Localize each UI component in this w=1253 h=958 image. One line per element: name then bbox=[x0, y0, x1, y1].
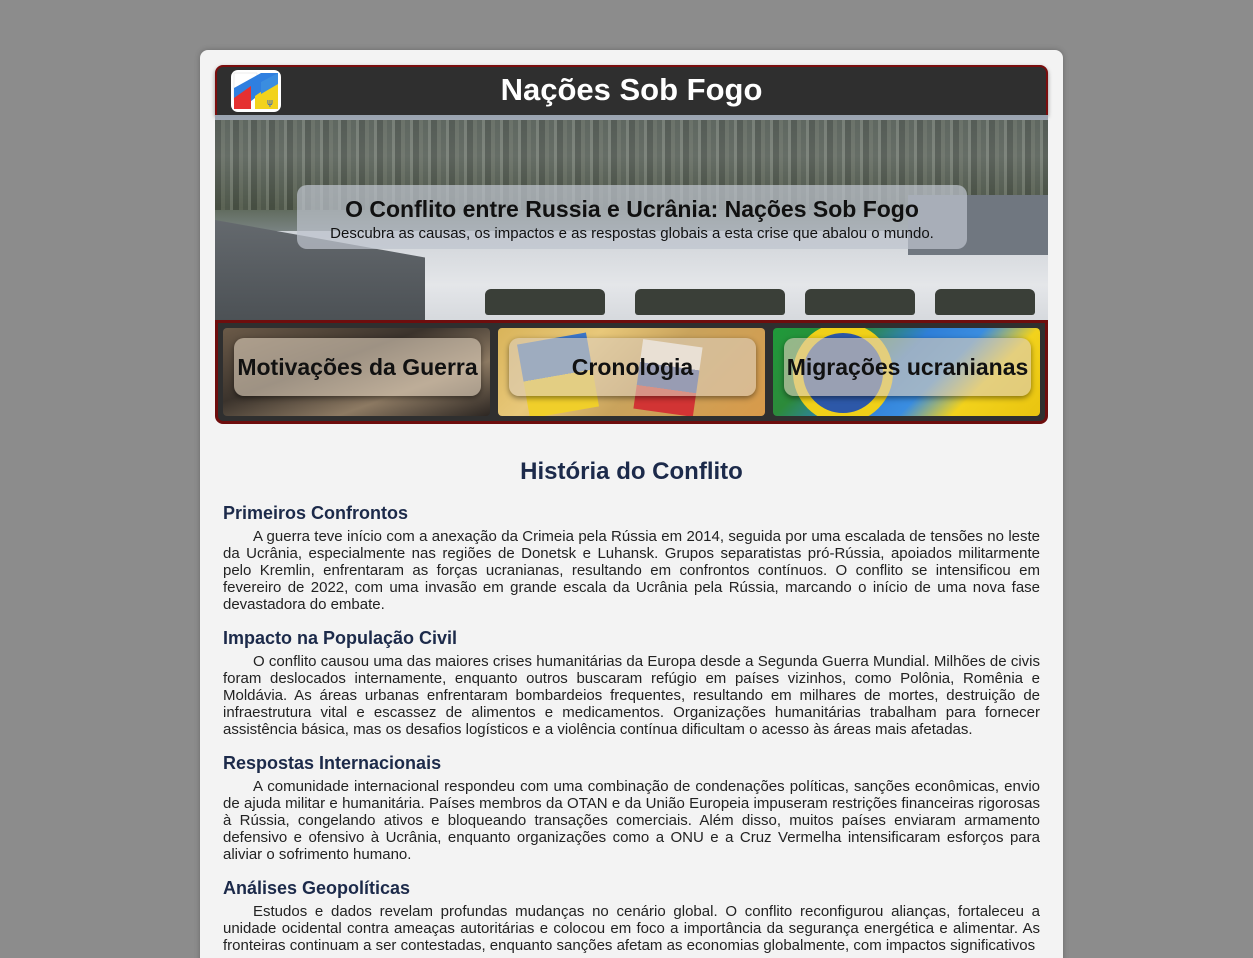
section-paragraph: A guerra teve início com a anexação da Crimeia pela Rússia em 2014, seguida por uma escalada de tensões no leste da Ucrânia, especialmente nas regiões de Donetsk e Luhansk. Grupos separatistas pró-Rússia, apoiados militarmente pelo Kremlin, enfrentaram as forças ucranianas, resultando em confrontos contínuos. O conflito se intensificou em fevereiro de 2022, com uma invasão em grande escala da Ucrânia pela Rússia, marcando o início de uma nova fase devastadora do embate. bbox=[223, 528, 1040, 613]
section-title: Primeiros Confrontos bbox=[223, 503, 409, 523]
site-title: Nações Sob Fogo bbox=[500, 72, 763, 107]
main-content bbox=[223, 458, 1040, 958]
nav-cards bbox=[215, 320, 1048, 424]
section-title: Respostas Internacionais bbox=[223, 753, 442, 773]
hero-title: O Conflito entre Russia e Ucrânia: Nações Sob Fogo bbox=[345, 196, 919, 222]
hero-banner bbox=[215, 115, 1048, 321]
svg-text:ψ: ψ bbox=[267, 98, 273, 108]
section-paragraph: Estudos e dados revelam profundas mudanças no cenário global. O conflito reconfigurou alianças, fortaleceu a unidade ocidental contra ameaças autoritárias e colocou em foco a importância da segurança energética e alimentar. As fronteiras continuam a ser contestadas, enquanto sanções afetam as economias globalmente, com impactos significativos bbox=[223, 903, 1040, 954]
page-card bbox=[200, 50, 1063, 958]
hero-subtitle: Descubra as causas, os impactos e as respostas globais a esta crise que abalou o mundo. bbox=[330, 225, 934, 242]
section-paragraph: A comunidade internacional respondeu com uma combinação de condenações políticas, sanções econômicas, envio de ajuda militar e humanitária. Países membros da OTAN e da União Europeia impuseram restrições financeiras rigorosas à Rússia, congelando ativos e bloqueando transações comerciais. Além disso, muitos países enviaram armamento defensivo e ofensivo à Ucrânia, enquanto organizações como a ONU e a Cruz Vermelha intensificaram esforços para aliviar o sofrimento humano. bbox=[223, 778, 1040, 863]
site-header bbox=[215, 65, 1048, 115]
hero-text-box bbox=[297, 185, 967, 249]
nav-card-motivacoes[interactable] bbox=[223, 328, 490, 416]
section-paragraph: O conflito causou uma das maiores crises humanitárias da Europa desde a Segunda Guerra Mundial. Milhões de civis foram deslocados internamente, enquanto outros buscaram refúgio em países vizinhos, como Polônia, Romênia e Moldávia. As áreas urbanas enfrentaram bombardeios frequentes, resultando em milhares de mortes, destruição de infraestrutura vital e escassez de alimentos e medicamentos. Organizações humanitárias trabalham para fornecer assistência básica, mas os desafios logísticos e a violência contínua dificultam o acesso às áreas mais afetadas. bbox=[223, 653, 1040, 738]
section-title: Impacto na População Civil bbox=[223, 628, 458, 648]
nav-card-migracoes[interactable] bbox=[773, 328, 1040, 416]
page-title: História do Conflito bbox=[520, 458, 743, 485]
section-title: Análises Geopolíticas bbox=[223, 878, 411, 898]
nav-card-label: Motivações da Guerra bbox=[237, 354, 478, 380]
nav-card-label: Migrações ucranianas bbox=[786, 354, 1029, 380]
nav-card-cronologia[interactable] bbox=[498, 328, 765, 416]
nav-card-label: Cronologia bbox=[571, 354, 694, 380]
